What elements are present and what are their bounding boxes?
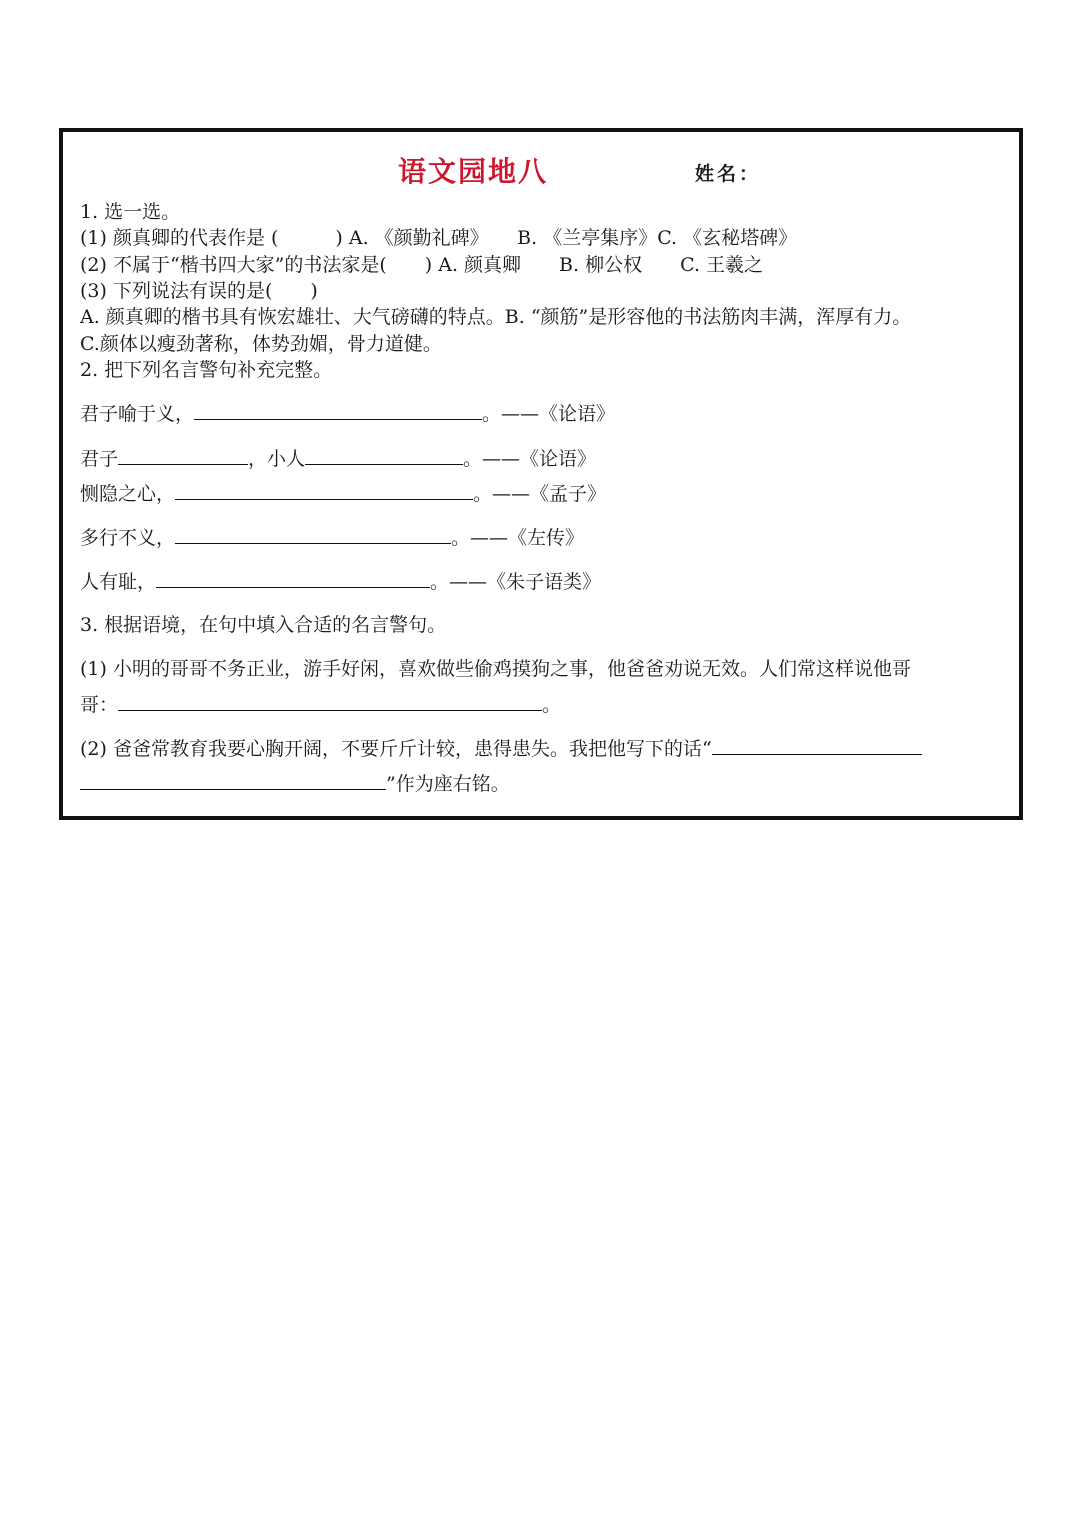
fill-blank[interactable] [118,446,248,465]
quote-1-prefix: 君子喻于义， [80,403,195,425]
context-question-1-answer-line [80,692,561,717]
section1-heading: 1. 选一选。 [80,201,181,223]
quote-line-4 [80,525,584,550]
question-1-1: (1) 颜真卿的代表作是 ( ) A. 《颜勤礼碑》 B. 《兰亭集序》C. 《玄秘塔碑》 [80,227,798,249]
worksheet-title: 语文园地八 [398,155,549,188]
section2-heading: 2. 把下列名言警句补充完整。 [80,359,333,381]
question-1-3-option-ab: A. 颜真卿的楷书具有恢宏雄壮、大气磅礴的特点。B. “颜筋”是形容他的书法筋肉丰满，浑厚有力。 [80,306,912,328]
quote-2-prefix: 君子 [80,448,119,470]
quote-2-middle: ，小人 [248,448,306,470]
fill-blank[interactable] [80,771,386,790]
fill-blank[interactable] [305,446,463,465]
context-question-1-end: 。 [542,694,562,716]
quote-line-3 [80,481,606,506]
quote-4-source: 。——《左传》 [451,527,585,549]
fill-blank[interactable] [175,525,451,544]
fill-blank[interactable] [194,401,482,420]
quote-3-source: 。——《孟子》 [473,483,607,505]
quote-4-prefix: 多行不义， [80,527,176,549]
section3-heading: 3. 根据语境，在句中填入合适的名言警句。 [80,614,447,636]
context-question-2-answer-line [80,771,510,796]
context-question-2 [80,736,922,761]
quote-1-source: 。——《论语》 [482,403,616,425]
quote-2-source: 。——《论语》 [463,448,597,470]
question-1-3-option-c: C.颜体以瘦劲著称，体势劲媚，骨力道健。 [80,333,442,355]
fill-blank[interactable] [156,569,430,588]
quote-line-2 [80,446,596,471]
fill-blank[interactable] [118,692,542,711]
quote-3-prefix: 恻隐之心， [80,483,176,505]
quote-line-1 [80,401,615,426]
context-question-1-prefix: 哥： [80,694,119,716]
fill-blank[interactable] [175,481,473,500]
question-1-2: (2) 不属于“楷书四大家”的书法家是( ) A. 颜真卿 B. 柳公权 C. 王羲之 [80,254,764,276]
quote-5-source: 。——《朱子语类》 [430,571,602,593]
quote-line-5 [80,569,601,594]
name-label: 姓名： [695,163,762,185]
fill-blank[interactable] [712,736,922,755]
quote-5-prefix: 人有耻， [80,571,157,593]
question-1-3: (3) 下列说法有误的是( ) [80,280,318,302]
context-question-2-end: ”作为座右铭。 [386,773,510,795]
context-question-2-text: (2) 爸爸常教育我要心胸开阔，不要斤斤计较，患得患失。我把他写下的话“ [80,738,712,760]
context-question-1: (1) 小明的哥哥不务正业，游手好闲，喜欢做些偷鸡摸狗之事，他爸爸劝说无效。人们常这样说他哥 [80,658,911,680]
